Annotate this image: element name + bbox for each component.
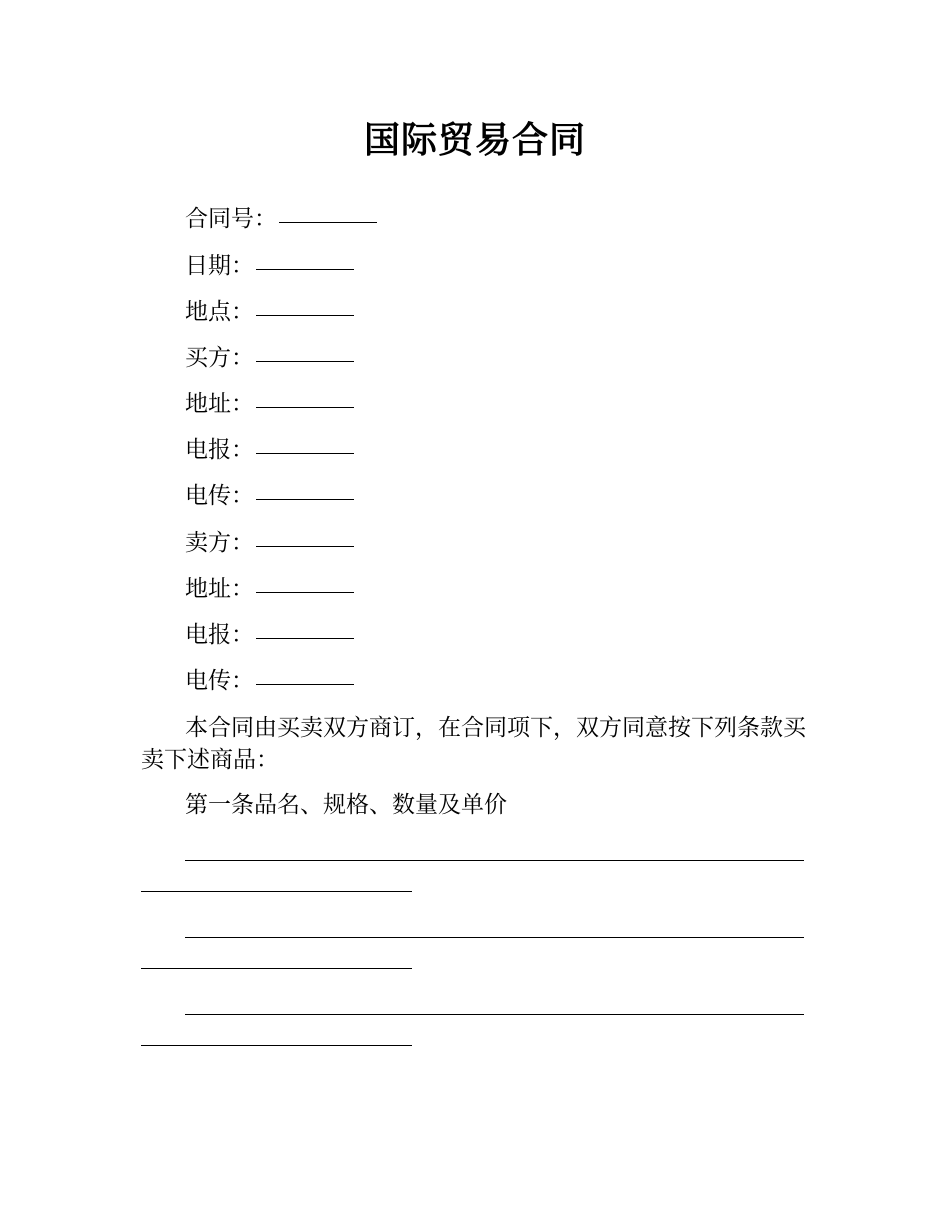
field-label: 合同号： <box>185 206 277 232</box>
field-label: 地址： <box>185 576 254 602</box>
intro-paragraph: 本合同由买卖双方商订，在合同项下，双方同意按下列条款买卖下述商品： <box>141 715 806 773</box>
document-title: 国际贸易合同 <box>363 120 586 161</box>
field-buyer-address <box>185 389 354 419</box>
field-place <box>185 297 354 327</box>
field-label: 买方： <box>185 345 254 371</box>
field-label: 日期： <box>185 253 254 279</box>
clause-1-heading: 第一条品名、规格、数量及单价 <box>185 792 507 818</box>
field-buyer <box>185 343 354 373</box>
field-label: 地点： <box>185 299 254 325</box>
field-contract-number <box>185 204 377 234</box>
field-label: 地址： <box>185 391 254 417</box>
blank-line <box>256 251 354 270</box>
fill-line <box>185 860 804 861</box>
field-date <box>185 251 354 281</box>
field-buyer-telex <box>185 481 354 511</box>
blank-line <box>256 666 354 685</box>
blank-line <box>256 574 354 593</box>
blank-line <box>279 204 377 223</box>
blank-line <box>256 528 354 547</box>
field-buyer-cable <box>185 435 354 465</box>
field-seller <box>185 528 354 558</box>
field-seller-cable <box>185 620 354 650</box>
field-label: 卖方： <box>185 530 254 556</box>
fill-line <box>141 891 412 892</box>
fill-line <box>185 1014 804 1015</box>
fill-line <box>185 937 804 938</box>
field-seller-telex <box>185 666 354 696</box>
fill-line <box>141 968 412 969</box>
field-label: 电传： <box>185 483 254 509</box>
blank-line <box>256 435 354 454</box>
fill-line <box>141 1045 412 1046</box>
blank-line <box>256 343 354 362</box>
field-label: 电报： <box>185 622 254 648</box>
field-label: 电报： <box>185 437 254 463</box>
field-label: 电传： <box>185 668 254 694</box>
blank-line <box>256 297 354 316</box>
blank-line <box>256 620 354 639</box>
field-seller-address <box>185 574 354 604</box>
blank-line <box>256 481 354 500</box>
blank-line <box>256 389 354 408</box>
